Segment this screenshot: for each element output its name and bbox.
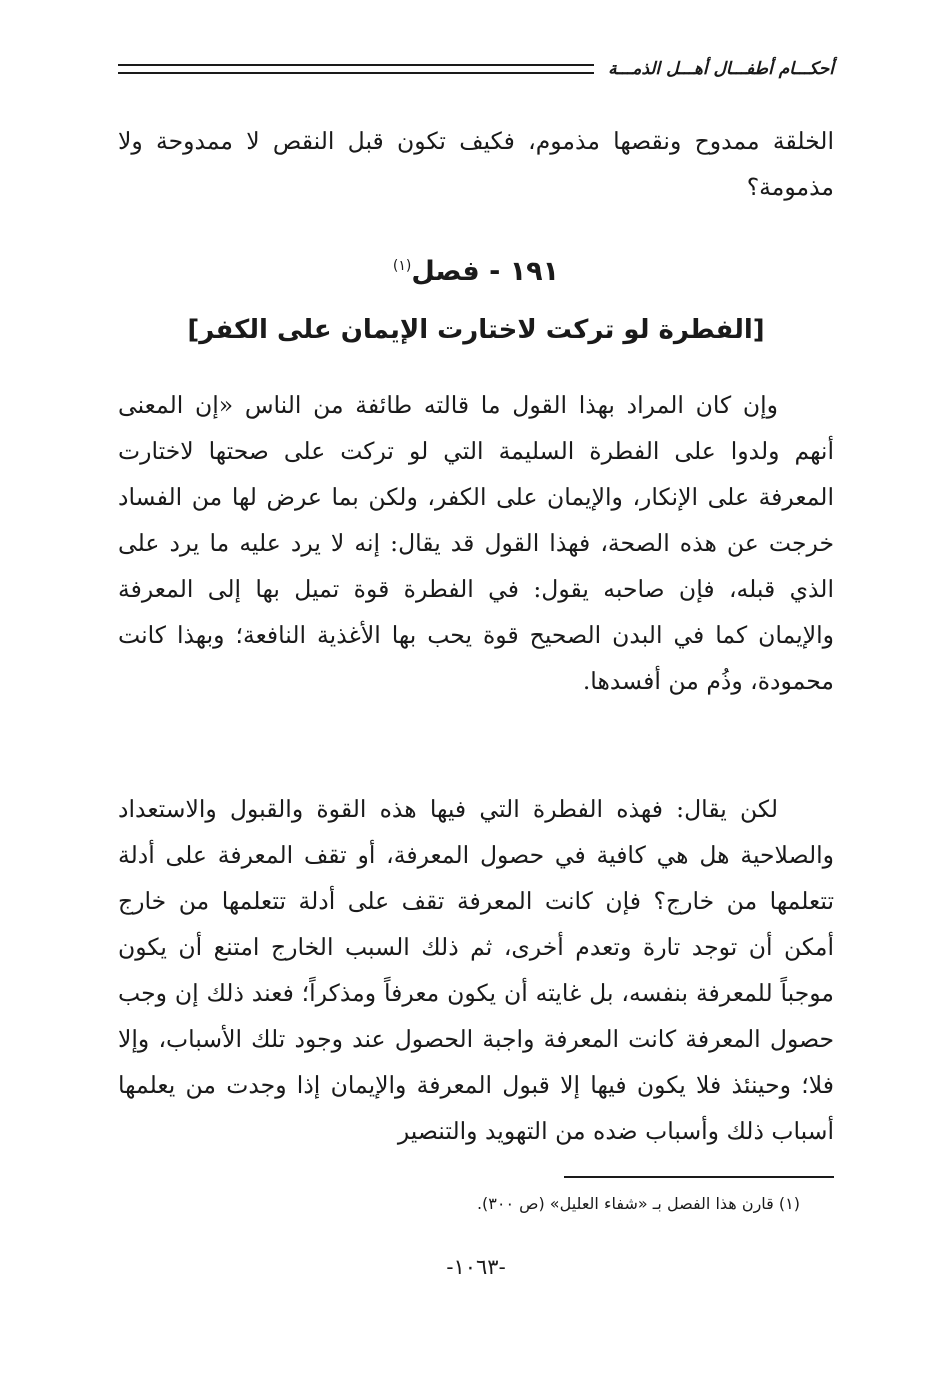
section-heading bbox=[118, 246, 834, 292]
running-header bbox=[118, 54, 834, 84]
section-title: [الفطرة لو تركت لاختارت الإيمان على الكفر] bbox=[187, 315, 765, 345]
paragraph-fitra-argument: وإن كان المراد بهذا القول ما قالته طائفة من الناس «إن المعنى أنهم ولدوا على الفطرة السليمة التي لو تركت على صحتها لاختارت المعرفة على الإنكار، والإيمان على الكفر، ولكن بما عرض لها من الفساد خرجت عن هذه الصحة، فهذا القول قد يقال: إنه لا يرد عليه ما يرد على الذي قبله، فإن صاحبه يقول: في الفطرة قوة تميل بها إلى المعرفة والإيمان كما في البدن الصحيح قوة يحب بها الأغذية النافعة؛ وبهذا كانت محمودة، وذُم من أفسدها. bbox=[118, 391, 834, 695]
page-number: -١٠٦٣- bbox=[446, 1255, 506, 1279]
footnote: (١) قارن هذا الفصل بـ «شفاء العليل» (ص ٣٠٠). bbox=[476, 1194, 800, 1213]
section-heading-text: ١٩١ - فصل bbox=[411, 256, 560, 287]
paragraph-continuation: الخلقة ممدوح ونقصها مذموم، فكيف تكون قبل النقص لا ممدوحة ولا مذمومة؟ bbox=[118, 127, 834, 201]
footnote-reference[interactable]: (١) bbox=[392, 258, 412, 274]
book-page bbox=[118, 40, 834, 1350]
paragraph-objection: لكن يقال: فهذه الفطرة التي فيها هذه القوة والقبول والاستعداد والصلاحية هل هي كافية في حصول المعرفة، أو تقف المعرفة على أدلة تتعلمها من خارج؟ فإن كانت المعرفة تقف على أدلة تتعلمها من خارج أمكن أن توجد تارة وتعدم أخرى، ثم ذلك السبب الخارج امتنع أن يكون موجباً للمعرفة بنفسه، بل غايته أن يكون معرفاً ومذكراً؛ فعند ذلك إن وجب حصول المعرفة كانت المعرفة واجبة الحصول عند وجود تلك الأسباب، وإلا فلا؛ وحينئذ فلا يكون فيها إلا قبول المعرفة والإيمان إذا وجدت من يعلمها أسباب ذلك وأسباب ضده من التهويد والتنصير bbox=[118, 795, 834, 1145]
footnote-separator bbox=[564, 1176, 834, 1178]
header-double-rule bbox=[118, 64, 594, 74]
running-header-title: أحكـــام أطفـــال أهـــل الذمـــة bbox=[608, 59, 834, 79]
